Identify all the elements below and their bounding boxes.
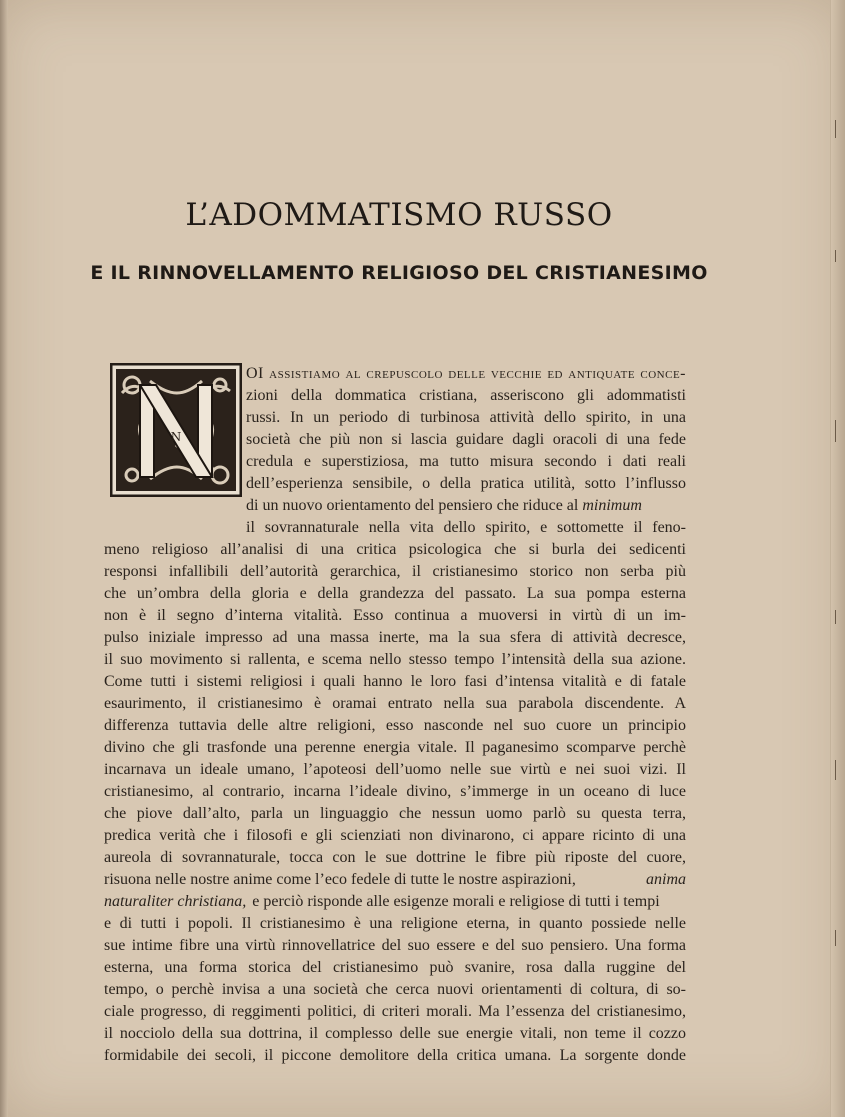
text-line: che un’ombra della gloria e della grandezza del passato. La sua pompa esterna	[104, 585, 686, 602]
text-line: il nocciolo della sua dottrina, il complesso delle sue energie vitali, non teme il cozzo	[104, 1025, 686, 1042]
text-line: predica verità che i filosofi e gli scienziati non divinarono, ci appare ricinto di una	[104, 827, 686, 844]
text-line: incarnava un ideale umano, l’apoteosi dell’uomo nelle sue virtù e nei suoi vizi. Il	[104, 761, 686, 778]
text-line: aureola di sovrannaturale, tocca con le sue dottrine le fibre più riposte del cuore,	[104, 849, 686, 866]
text-line: divino che gli trasfonde una perenne energia vitale. Il paganesimo scomparve perchè	[104, 739, 686, 756]
text-line	[104, 891, 686, 913]
text-line: esterna, una forma storica del cristianesimo può svanire, rosa dalla ruggine del	[104, 959, 686, 976]
text-line: russi. In un periodo di turbinosa attività dello spirito, in una	[246, 409, 686, 426]
ornamental-initial	[110, 363, 242, 497]
page-left-edge	[0, 0, 8, 1117]
text-line: differenza tuttavia delle altre religioni, esso nasconde nel suo cuore un principio	[104, 717, 686, 734]
text-line: il sovrannaturale nella vita dello spirito, e sottomette il feno-	[246, 519, 686, 536]
text-line: cristianesimo, al contrario, incarna l’ideale divino, s’immerge in un oceano di luce	[104, 783, 686, 800]
text-line: responsi infallibili dell’autorità gerarchica, il cristianesimo storico non serba più	[104, 563, 686, 580]
page-right-edge	[830, 0, 845, 1117]
text-line: meno religioso all’analisi di una critica psicologica che si burla dei sedicenti	[104, 541, 686, 558]
text-segment: e perciò risponde alle esigenze morali e religiose di tutti i tempi	[252, 893, 660, 910]
text-line	[246, 495, 686, 517]
article-title: L’ADOMMATISMO RUSSO	[185, 197, 613, 233]
text-line: pulso iniziale impresso ad una massa inerte, ma la sua sfera di attività decresce,	[104, 629, 686, 646]
text-line: dell’esperienza sensibile, o della pratica utilità, sotto l’influsso	[246, 475, 686, 492]
text-line: il suo movimento si rallenta, e scema nello stesso tempo l’intensità della sua azione.	[104, 651, 686, 668]
italic-term: anima	[646, 871, 686, 888]
text-line: e di tutti i popoli. Il cristianesimo è una religione eterna, in quanto possiede nelle	[104, 915, 686, 932]
text-line: zioni della dommatica cristiana, asseriscono gli adommatisti	[246, 387, 686, 404]
text-segment: risuona nelle nostre anime come l’eco fedele di tutte le nostre aspirazioni,	[104, 871, 576, 888]
text-line: OI assistiamo al crepuscolo delle vecchie ed antiquate conce-	[246, 365, 686, 382]
italic-term: naturaliter christiana,	[104, 893, 247, 910]
italic-term: minimum	[582, 497, 642, 514]
text-line: che piove dall’alto, parla un linguaggio che nessun uomo parlò su questa terra,	[104, 805, 686, 822]
text-line: formidabile dei secoli, il piccone demolitore della critica umana. La sorgente donde	[104, 1047, 686, 1064]
text-line: non è il segno d’interna vitalità. Esso continua a muoversi in virtù di un im-	[104, 607, 686, 624]
drop-cap-letter: N	[170, 430, 182, 444]
text-line: esaurimento, il cristianesimo è oramai entrato nella sua parabola discendente. A	[104, 695, 686, 712]
text-segment: di un nuovo orientamento del pensiero che riduce al	[246, 497, 579, 514]
text-line: credula e superstiziosa, ma tutto misura secondo i dati reali	[246, 453, 686, 470]
text-line: sue intime fibre una virtù rinnovellatrice del suo essere e del suo pensiero. Una forma	[104, 937, 686, 954]
article-subtitle: E IL RINNOVELLAMENTO RELIGIOSO DEL CRISTIANESIMO	[90, 262, 708, 284]
text-line: ciale progresso, di reggimenti politici, di criteri morali. Ma l’essenza del cristianesimo,	[104, 1003, 686, 1020]
text-line: società che più non si lascia guidare dagli oracoli di una fede	[246, 431, 686, 448]
text-line: tempo, o perchè invisa a una società che cerca nuovi orientamenti di coltura, di so-	[104, 981, 686, 998]
ornamental-initial-n	[110, 363, 242, 497]
text-line: Come tutti i sistemi religiosi i quali hanno le loro fasi d’intensa vitalità e di fatale	[104, 673, 686, 690]
text-line	[104, 869, 686, 891]
